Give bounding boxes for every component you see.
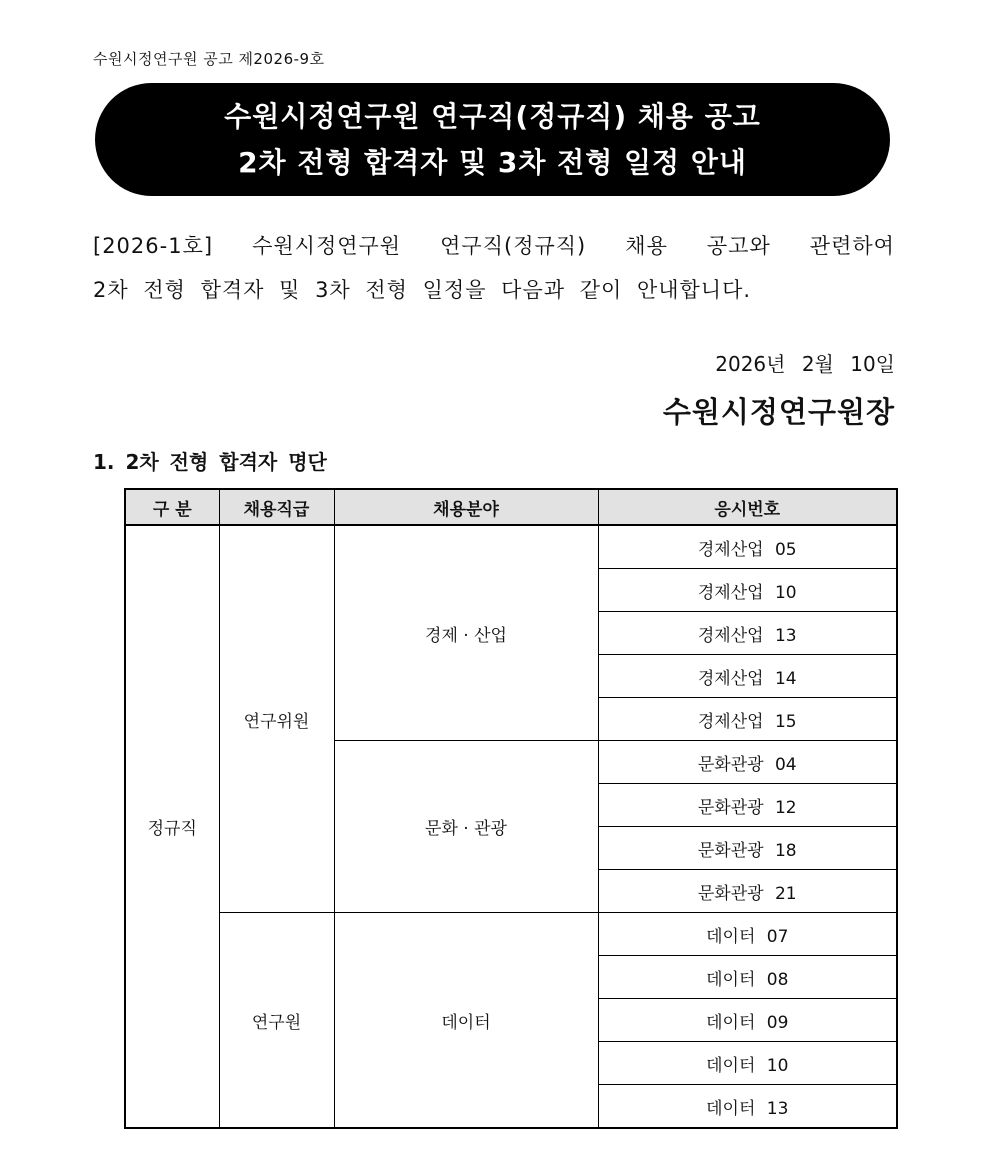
title-banner	[95, 83, 890, 196]
exam-number-cell: 경제산업 13	[598, 612, 897, 655]
header-grade: 채용직급	[219, 489, 334, 525]
banner-title-line2: 2차 전형 합격자 및 3차 전형 일정 안내	[238, 145, 747, 179]
header-category: 구 분	[125, 489, 219, 525]
header-field: 채용분야	[334, 489, 598, 525]
exam-number-cell: 데이터 09	[598, 999, 897, 1042]
intro-paragraph	[93, 230, 895, 306]
banner-title-line1: 수원시정연구원 연구직(정규직) 채용 공고	[224, 99, 761, 133]
announcement-date: 2026년 2월 10일	[715, 352, 895, 376]
grade-cell: 연구위원	[219, 525, 334, 913]
passer-table	[124, 488, 898, 1129]
category-cell: 정규직	[125, 525, 219, 1128]
table-row	[125, 525, 897, 569]
table-row	[125, 913, 897, 956]
intro-word: 수원시정연구원	[252, 234, 402, 258]
exam-number-cell: 문화관광 21	[598, 870, 897, 913]
exam-number-cell: 데이터 07	[598, 913, 897, 956]
exam-number-cell: 데이터 08	[598, 956, 897, 999]
field-cell: 데이터	[334, 913, 598, 1129]
exam-number-cell: 경제산업 14	[598, 655, 897, 698]
section-title: 1. 2차 전형 합격자 명단	[93, 450, 327, 474]
header-exam-number: 응시번호	[598, 489, 897, 525]
intro-word: 연구직(정규직)	[440, 234, 587, 258]
intro-word: 공고와	[706, 234, 771, 258]
table-header-row	[125, 489, 897, 525]
exam-number-cell: 문화관광 18	[598, 827, 897, 870]
exam-number-cell: 문화관광 04	[598, 741, 897, 784]
intro-line-1	[93, 230, 895, 262]
intro-word: 채용	[625, 234, 668, 258]
exam-number-cell: 문화관광 12	[598, 784, 897, 827]
exam-number-cell: 데이터 13	[598, 1085, 897, 1129]
signer-name: 수원시정연구원장	[662, 395, 895, 429]
notice-number: 수원시정연구원 공고 제2026-9호	[93, 50, 325, 68]
exam-number-cell: 데이터 10	[598, 1042, 897, 1085]
field-cell: 경제 · 산업	[334, 525, 598, 741]
intro-word: 관련하여	[809, 234, 895, 258]
field-cell: 문화 · 관광	[334, 741, 598, 913]
exam-number-cell: 경제산업 05	[598, 525, 897, 569]
exam-number-cell: 경제산업 10	[598, 569, 897, 612]
exam-number-cell: 경제산업 15	[598, 698, 897, 741]
grade-cell: 연구원	[219, 913, 334, 1129]
intro-line-2: 2차 전형 합격자 및 3차 전형 일정을 다음과 같이 안내합니다.	[93, 278, 752, 302]
intro-word: [2026-1호]	[93, 234, 214, 258]
